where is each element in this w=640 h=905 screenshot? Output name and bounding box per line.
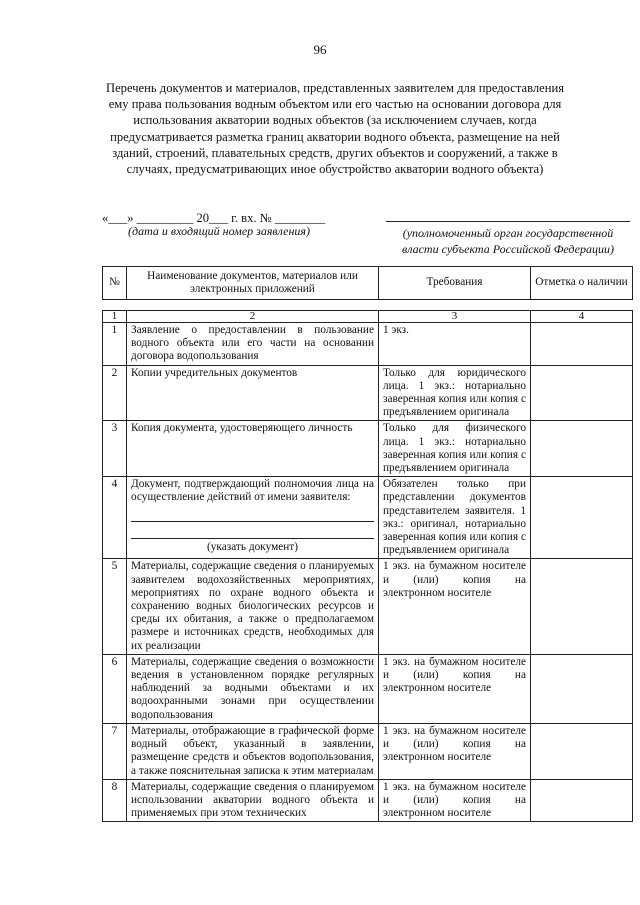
document-name: Копии учредительных документов: [127, 365, 379, 421]
row-number: 4: [103, 477, 127, 559]
mark-cell[interactable]: [531, 421, 633, 477]
col-number: 1: [103, 311, 127, 323]
mark-cell[interactable]: [531, 654, 633, 723]
requirement: 1 экз. на бумажном носителе и (или) копия на электронном носителе: [379, 654, 531, 723]
col-number: 4: [531, 311, 633, 323]
requirement: Только для юридического лица. 1 экз.: нотариально заверенная копия или копия с предъявлением оригинала: [379, 365, 531, 421]
document-name: Материалы, отображающие в графической форме водный объект, указанный в заявлении, размещение средств и объектов водопользования, а также пояснительная записка к этим материалам: [127, 723, 379, 779]
mark-cell[interactable]: [531, 365, 633, 421]
document-name: Заявление о предоставлении в пользование водного объекта или его части на основании договора водопользования: [127, 323, 379, 366]
blank-line: [131, 526, 374, 539]
requirement: 1 экз. на бумажном носителе и (или) копия на электронном носителе: [379, 559, 531, 654]
row-number: 8: [103, 779, 127, 822]
header-mark: Отметка о наличии: [531, 267, 633, 300]
row-number: 6: [103, 654, 127, 723]
row-number: 5: [103, 559, 127, 654]
col-number: 3: [379, 311, 531, 323]
table-row: [103, 477, 633, 559]
document-name: Материалы, содержащие сведения о планируемых заявителем водохозяйственных мероприятиях, мероприятиях по охране водного объекта и сохранению водных биологических ресурсов и среды их обитания, а также о предполагаемом размере и источниках средств, необходимых для их реализации: [127, 559, 379, 654]
table-row: [103, 723, 633, 779]
document-name: Копия документа, удостоверяющего личность: [127, 421, 379, 477]
page-number: 96: [313, 42, 327, 57]
requirement: 1 экз. на бумажном носителе и (или) копия на электронном носителе: [379, 723, 531, 779]
requirement: Только для физического лица. 1 экз.: нотариально заверенная копия или копия с предъявлением оригинала: [379, 421, 531, 477]
mark-cell[interactable]: [531, 723, 633, 779]
authority-caption: (уполномоченный орган государственной власти субъекта Российской Федерации): [402, 226, 614, 256]
header-requirements: Требования: [379, 267, 531, 300]
column-numbers-row: [103, 311, 633, 323]
document-name: Материалы, содержащие сведения о возможности ведения в установленном порядке регулярных наблюдений за водными объектами и их водоохранными зонами при осуществлении водопользования: [127, 654, 379, 723]
row-number: 2: [103, 365, 127, 421]
document-note: (указать документ): [207, 540, 298, 553]
row-number: 1: [103, 323, 127, 366]
requirement: 1 экз.: [379, 323, 531, 366]
documents-table: [102, 310, 633, 822]
table-row: [103, 365, 633, 421]
document-name: Документ, подтверждающий полномочия лица на осуществление действий от имени заявителя:: [131, 478, 374, 504]
row-number: 7: [103, 723, 127, 779]
header-num: №: [103, 267, 127, 300]
authority-underline: [386, 221, 630, 222]
table-row: [103, 779, 633, 822]
mark-cell[interactable]: [531, 323, 633, 366]
table-row: [103, 323, 633, 366]
date-line: «___» _________ 20___ г. вх. № ________: [102, 211, 326, 225]
requirement: Обязателен только при представлении документов представителем заявителя. 1 экз.: оригинал, нотариально заверенная копия или копия с предъявлением оригинала: [379, 477, 531, 559]
requirement: 1 экз. на бумажном носителе и (или) копия на электронном носителе: [379, 779, 531, 822]
date-caption: (дата и входящий номер заявления): [128, 224, 310, 238]
table-row: [103, 559, 633, 654]
mark-cell[interactable]: [531, 779, 633, 822]
document-name: Материалы, содержащие сведения о планируемом использовании акватории водного объекта и применяемых при этом технических: [127, 779, 379, 822]
document-name-cell: [127, 477, 379, 559]
header-table: [102, 266, 633, 300]
mark-cell[interactable]: [531, 477, 633, 559]
blank-line: [131, 509, 374, 522]
table-row: [103, 654, 633, 723]
table-row: [103, 421, 633, 477]
mark-cell[interactable]: [531, 559, 633, 654]
row-number: 3: [103, 421, 127, 477]
document-title: Перечень документов и материалов, представленных заявителем для предоставления ему права пользования водным объектом или его частью на основании договора для использования акватории водных объектов (за исключением случаев, когда предусматривается разметка границ акватории водного объекта, размещение на ней зданий, строений, плавательных средств, других объектов и сооружений, а также в случаях, предусматривающих иное обустройство акватории водного объекта): [105, 81, 565, 177]
header-name: Наименование документов, материалов или электронных приложений: [127, 267, 379, 300]
col-number: 2: [127, 311, 379, 323]
